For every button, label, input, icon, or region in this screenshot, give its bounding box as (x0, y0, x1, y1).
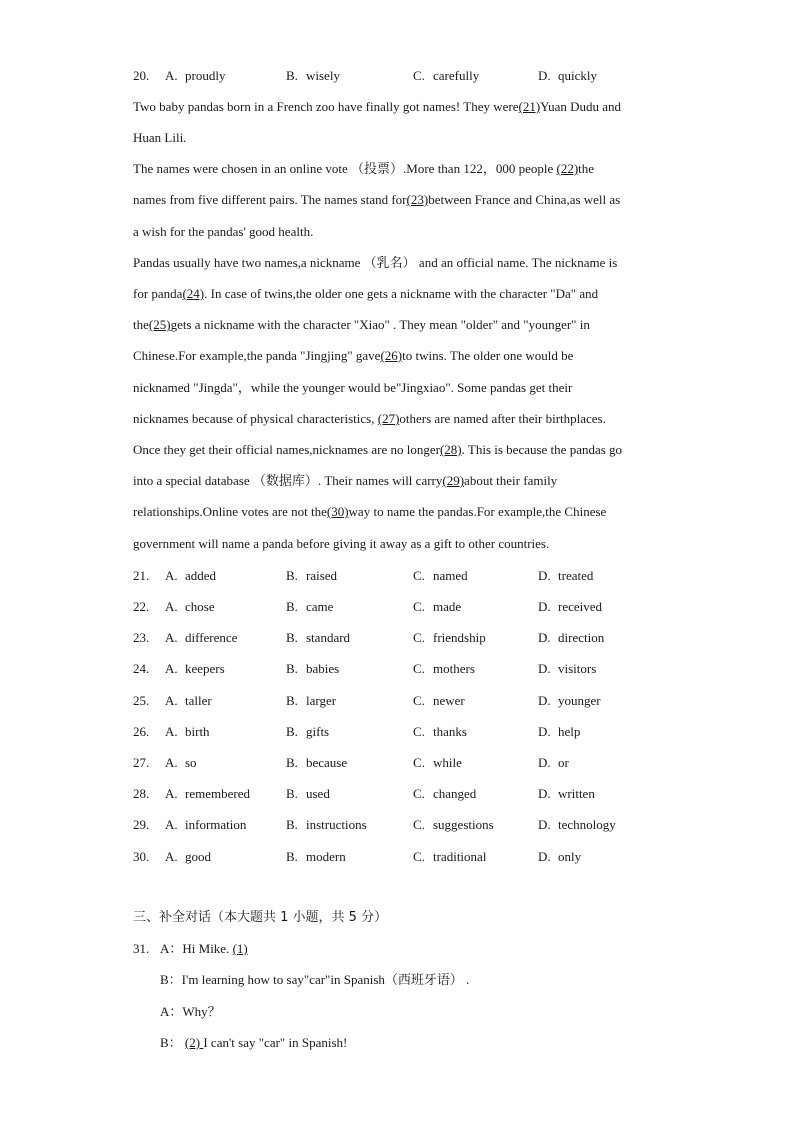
dialogue-text: A：Why？ (160, 1004, 221, 1019)
option-a: A. keepers (165, 661, 225, 676)
question-20 (133, 67, 693, 85)
question-row (133, 785, 693, 803)
option-d: D. only (538, 849, 582, 864)
option-c: C. newer (413, 693, 465, 708)
passage-text: Pandas usually have two names,a nickname （乳名） and an official name. The nickname is (133, 255, 618, 270)
option-d: D. treated (538, 568, 594, 583)
passage-text: the (133, 317, 149, 332)
question-number: 24. (133, 661, 150, 676)
passage-text: nicknamed "Jingda"，while the younger would be"Jingxiao". Some pandas get their (133, 380, 573, 395)
option-c: C. named (413, 568, 468, 583)
blank-marker: (2) (184, 1035, 204, 1050)
option-a: A. added (165, 568, 217, 583)
question-row (133, 754, 693, 772)
passage-line (133, 380, 572, 396)
option-b: B. standard (286, 630, 351, 645)
passage-text: gets a nickname with the character "Xiao" . They mean "older" and "younger" in (170, 317, 590, 332)
question-row (133, 567, 693, 585)
passage-text: about their family (464, 473, 558, 488)
passage-text: into a special database （数据库）. Their names will carry (133, 473, 443, 488)
option-c: C. made (413, 599, 462, 614)
passage-text: The names were chosen in an online vote （投票）.More than 122，000 people (133, 161, 557, 176)
option-c: C. mothers (413, 661, 475, 676)
option-b: B. gifts (286, 724, 330, 739)
option-c: C. friendship (413, 630, 486, 645)
passage-text: Yuan Dudu and (540, 99, 622, 114)
passage-line (133, 536, 549, 552)
question-number: 26. (133, 724, 150, 739)
option-a: A. proudly (165, 68, 226, 83)
passage-line (133, 473, 557, 489)
blank-marker: (30) (326, 504, 349, 519)
passage-line (133, 286, 598, 302)
passage-line (133, 192, 620, 208)
option-b: B. used (286, 786, 330, 801)
option-a: A. taller (165, 693, 212, 708)
passage-text: for panda (133, 286, 183, 301)
option-d: D. received (538, 599, 603, 614)
option-a: A. birth (165, 724, 210, 739)
passage-text: the (578, 161, 595, 176)
question-row (133, 723, 693, 741)
question-31-number: 31. (133, 941, 150, 956)
passage-text: Huan Lili. (133, 130, 187, 145)
passage-text: a wish for the pandas' good health. (133, 224, 314, 239)
passage-text: Chinese.For example,the panda "Jingjing" gave (133, 348, 381, 363)
question-number: 23. (133, 630, 150, 645)
question-number: 25. (133, 693, 150, 708)
passage-line (133, 161, 594, 177)
question-number: 27. (133, 755, 150, 770)
option-d: D. direction (538, 630, 605, 645)
passage-text: nicknames because of physical characteristics, (133, 411, 378, 426)
question-row (133, 816, 693, 834)
dialogue-text: B： (160, 1035, 185, 1050)
option-b: B. wisely (286, 68, 340, 83)
passage-text: . In case of twins,the older one gets a nickname with the character "Da" and (204, 286, 599, 301)
option-d: D. help (538, 724, 581, 739)
question-number: 20. (133, 68, 150, 83)
dialogue-line (160, 1035, 347, 1051)
passage-text: relationships.Online votes are not the (133, 504, 327, 519)
option-c: C. thanks (413, 724, 467, 739)
passage-line (133, 504, 606, 520)
option-b: B. babies (286, 661, 340, 676)
blank-marker: (29) (442, 473, 465, 488)
question-number: 21. (133, 568, 150, 583)
passage-line (133, 130, 186, 146)
passage-text: government will name a panda before giving it away as a gift to other countries. (133, 536, 550, 551)
option-c: C. suggestions (413, 817, 494, 832)
blank-marker: (22) (556, 161, 579, 176)
blank-marker: (24) (182, 286, 205, 301)
dialogue-line (160, 972, 469, 988)
option-d: D. technology (538, 817, 616, 832)
blank-marker: (28) (439, 442, 462, 457)
option-b: B. came (286, 599, 334, 614)
passage-text: others are named after their birthplaces. (399, 411, 606, 426)
question-row (133, 692, 693, 710)
passage-text: Two baby pandas born in a French zoo have finally got names! They were (133, 99, 519, 114)
option-a: A. good (165, 849, 211, 864)
passage-line (133, 348, 573, 364)
option-b: B. larger (286, 693, 337, 708)
option-a: A. so (165, 755, 197, 770)
dialogue-text: B：I'm learning how to say"car"in Spanish（西班牙语） . (160, 972, 470, 987)
question-number: 22. (133, 599, 150, 614)
option-d: D. or (538, 755, 569, 770)
option-d: D. visitors (538, 661, 597, 676)
blank-marker: (25) (148, 317, 171, 332)
passage-line (133, 411, 606, 427)
question-number: 30. (133, 849, 150, 864)
option-c: C. while (413, 755, 462, 770)
blank-marker: (27) (377, 411, 400, 426)
section-heading: 三、补全对话（本大题共 1 小题，共 5 分） (133, 910, 388, 925)
option-b: B. modern (286, 849, 346, 864)
option-c: C. traditional (413, 849, 487, 864)
option-d: D. quickly (538, 68, 597, 83)
option-b: B. raised (286, 568, 338, 583)
option-a: A. remembered (165, 786, 250, 801)
passage-text: Once they get their official names,nicknames are no longer (133, 442, 440, 457)
dialogue-text: A：Hi Mike. (160, 941, 233, 956)
passage-line (133, 255, 617, 271)
option-a: A. chose (165, 599, 215, 614)
option-c: C. changed (413, 786, 477, 801)
passage-line (133, 442, 622, 458)
passage-line (133, 317, 590, 333)
passage-line (133, 99, 621, 115)
passage-text: . This is because the pandas go (461, 442, 623, 457)
option-c: C. carefully (413, 68, 480, 83)
question-row (133, 598, 693, 616)
passage-text: to twins. The older one would be (402, 348, 574, 363)
blank-marker: (26) (380, 348, 403, 363)
blank-marker: (23) (406, 192, 429, 207)
blank-marker: (1) (232, 941, 248, 956)
blank-marker: (21) (518, 99, 541, 114)
passage-text: between France and China,as well as (428, 192, 621, 207)
question-number: 29. (133, 817, 150, 832)
option-a: A. difference (165, 630, 238, 645)
option-b: B. because (286, 755, 348, 770)
question-row (133, 660, 693, 678)
option-d: D. younger (538, 693, 601, 708)
option-d: D. written (538, 786, 595, 801)
option-b: B. instructions (286, 817, 367, 832)
question-row (133, 629, 693, 647)
option-a: A. information (165, 817, 247, 832)
dialogue-text: I can't say "car" in Spanish! (203, 1035, 348, 1050)
dialogue-line (160, 941, 248, 957)
question-number: 28. (133, 786, 150, 801)
question-row (133, 848, 693, 866)
passage-text: way to name the pandas.For example,the Chinese (348, 504, 607, 519)
passage-line (133, 224, 313, 240)
passage-text: names from five different pairs. The names stand for (133, 192, 407, 207)
dialogue-line (160, 1004, 221, 1020)
